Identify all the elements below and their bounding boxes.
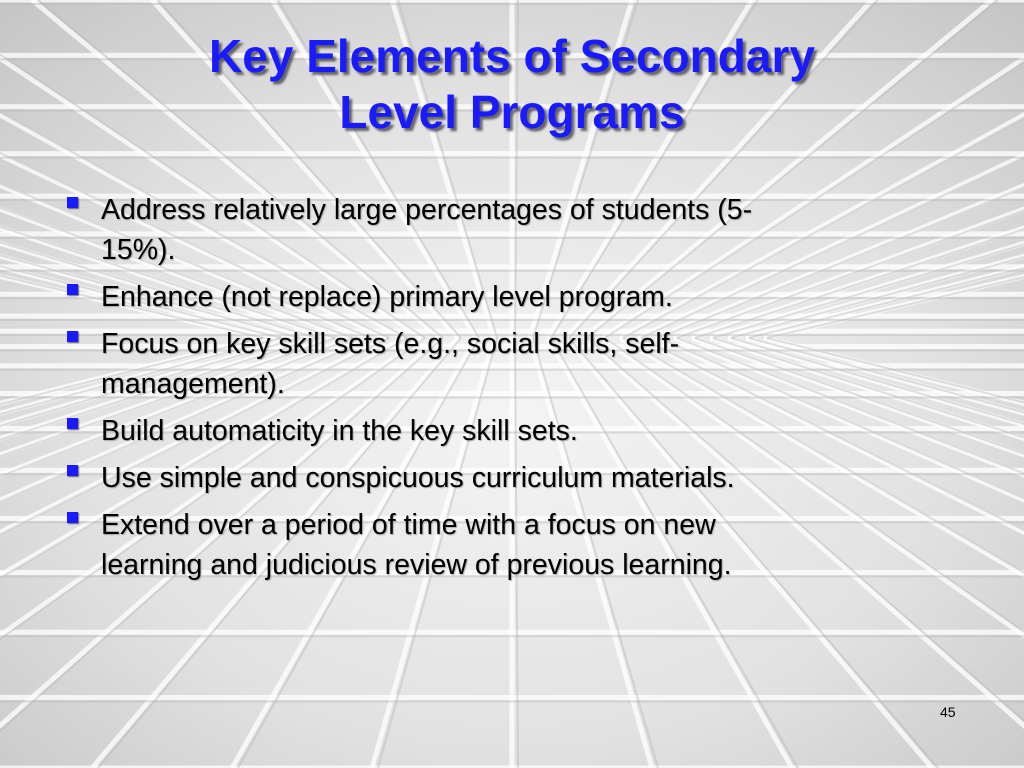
bullet-item — [62, 277, 892, 317]
bullet-text-line: Address relatively large percentages of students (5- — [101, 194, 753, 226]
blue-square-bullet-icon — [67, 512, 78, 523]
slide-title — [60, 28, 964, 140]
bullet-text-line: management). — [101, 368, 285, 400]
bullet-text-line: Focus on key skill sets (e.g., social skills, self- — [101, 328, 680, 360]
bullet-item — [62, 190, 892, 270]
bullet-text-line: Extend over a period of time with a focus on new — [101, 509, 716, 541]
bullet-text-line: 15%). — [101, 234, 176, 266]
bullet-item — [62, 505, 892, 585]
blue-square-bullet-icon — [67, 465, 78, 476]
bullet-item — [62, 458, 892, 498]
slide-title-line: Level Programs — [339, 86, 685, 138]
bullet-list — [62, 190, 892, 592]
blue-square-bullet-icon — [67, 197, 78, 208]
bullet-item — [62, 411, 892, 451]
blue-square-bullet-icon — [67, 418, 78, 429]
slide-title-line: Key Elements of Secondary — [209, 30, 815, 82]
bullet-text-line: learning and judicious review of previous learning. — [101, 549, 732, 581]
blue-square-bullet-icon — [67, 331, 78, 342]
bullet-item — [62, 324, 892, 404]
blue-square-bullet-icon — [67, 284, 78, 295]
bullet-text-line: Use simple and conspicuous curriculum materials. — [101, 462, 735, 494]
bullet-text-line: Build automaticity in the key skill sets. — [101, 415, 578, 447]
page-number: 45 — [940, 704, 956, 720]
bullet-text-line: Enhance (not replace) primary level program. — [101, 281, 673, 313]
